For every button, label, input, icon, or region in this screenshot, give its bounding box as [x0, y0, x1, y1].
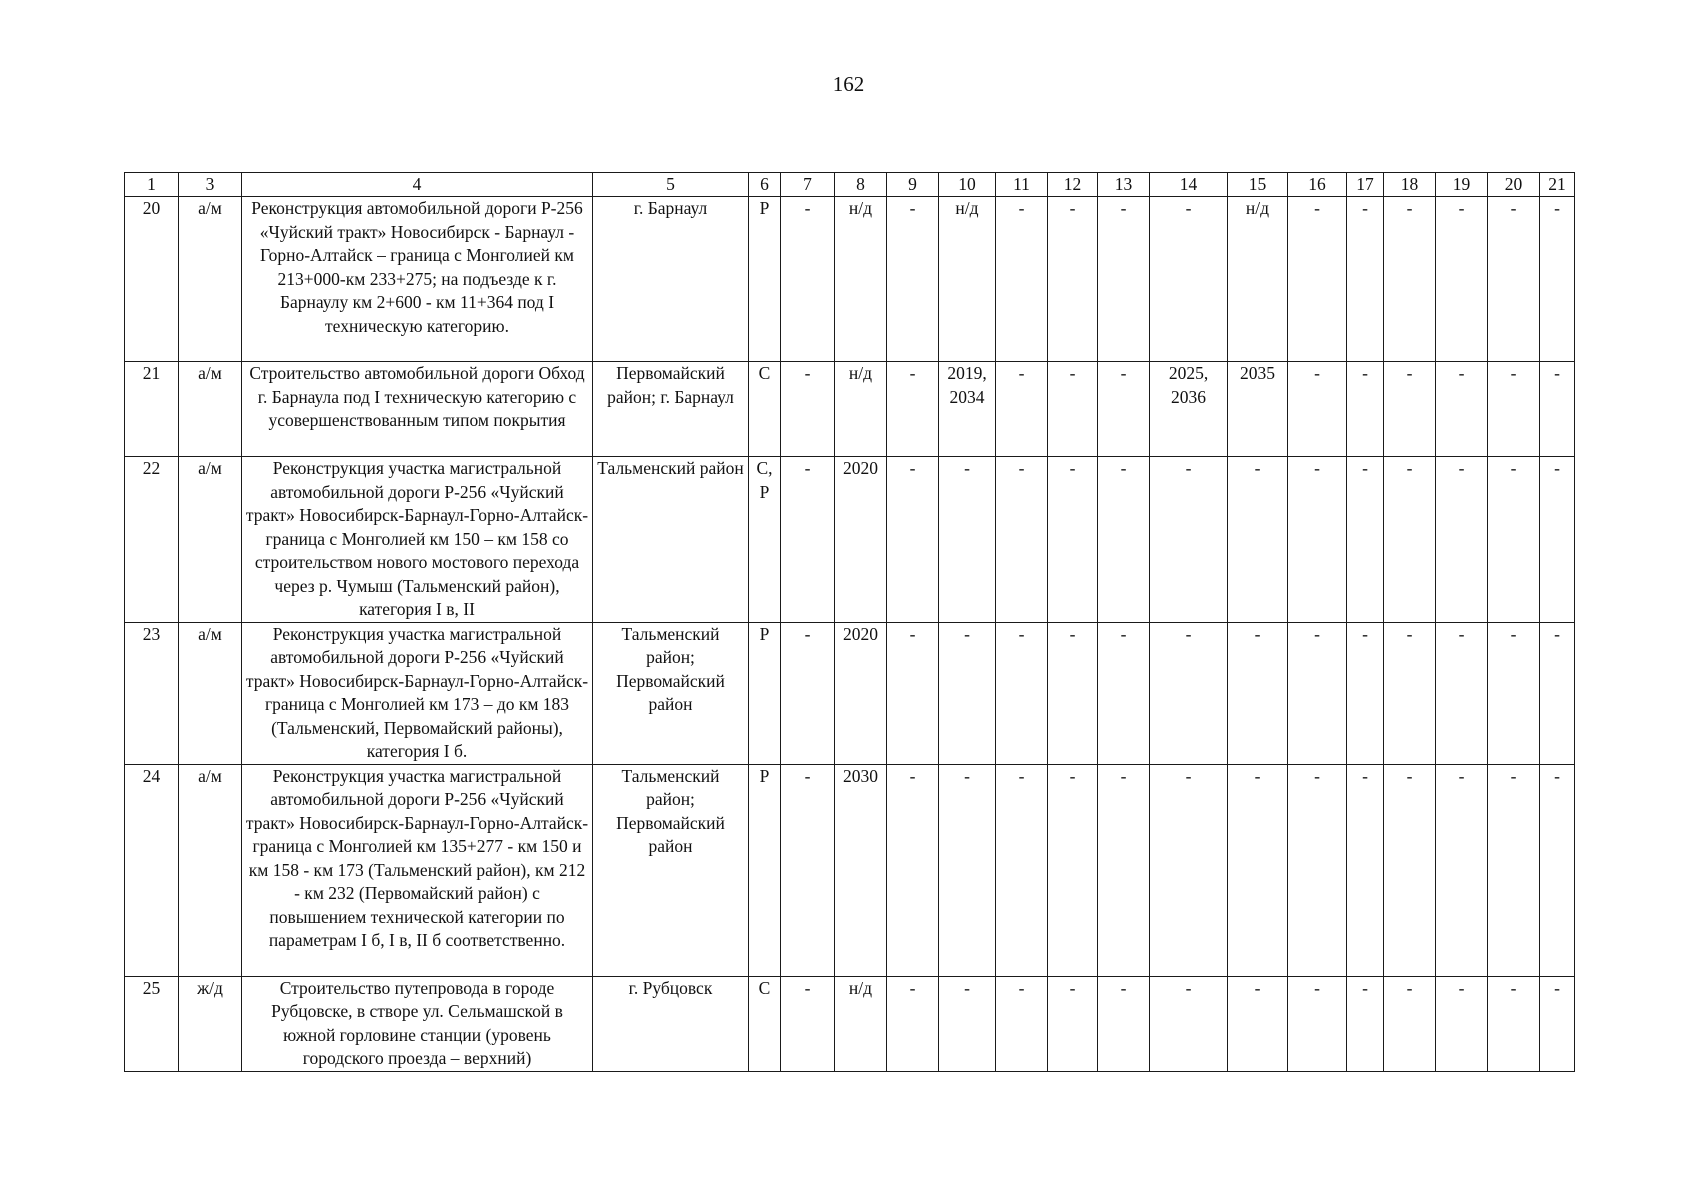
header-cell: 10	[939, 173, 996, 197]
table-cell: Первомайский район; г. Барнаул	[593, 362, 749, 457]
table-cell: Реконструкция участка магистральной автомобильной дороги Р-256 «Чуйский тракт» Новосибирск-Барнаул-Горно-Алтайск-граница с Монголией км 135+277 - км 150 и км 158 - км 173 (Тальменский район), км 212 - км 232 (Первомайский район) с повышением технической категории по параметрам I б, I в, II б соответственно.	[242, 764, 593, 976]
table-cell: -	[1488, 457, 1540, 623]
table-cell: -	[1488, 764, 1540, 976]
header-cell: 9	[887, 173, 939, 197]
header-cell: 12	[1048, 173, 1098, 197]
table-cell: -	[1384, 622, 1436, 764]
table-cell: Р	[749, 622, 781, 764]
table-cell: -	[1540, 622, 1575, 764]
table-cell: 2025, 2036	[1150, 362, 1228, 457]
page-number: 162	[832, 72, 865, 96]
table-cell: -	[1098, 197, 1150, 362]
table-cell: -	[1228, 764, 1288, 976]
table-cell: г. Барнаул	[593, 197, 749, 362]
table-cell: 24	[125, 764, 179, 976]
table-cell: -	[1048, 622, 1098, 764]
table-cell: -	[1098, 622, 1150, 764]
table-cell: С	[749, 976, 781, 1071]
header-cell: 8	[835, 173, 887, 197]
table-cell: -	[996, 362, 1048, 457]
table-cell: -	[1347, 362, 1384, 457]
table-cell: н/д	[835, 362, 887, 457]
table-cell: н/д	[1228, 197, 1288, 362]
table-cell: Реконструкция участка магистральной автомобильной дороги Р-256 «Чуйский тракт» Новосибирск-Барнаул-Горно-Алтайск-граница с Монголией км 173 – до км 183 (Тальменский, Первомайский районы), категория I б.	[242, 622, 593, 764]
table-cell: а/м	[179, 362, 242, 457]
table-cell: 2019, 2034	[939, 362, 996, 457]
table-cell: -	[1488, 976, 1540, 1071]
table-cell: -	[1384, 976, 1436, 1071]
table-cell: -	[1048, 362, 1098, 457]
header-cell: 6	[749, 173, 781, 197]
table-cell: С	[749, 362, 781, 457]
header-cell: 7	[781, 173, 835, 197]
table-cell: -	[887, 622, 939, 764]
table-row	[125, 622, 1575, 764]
header-cell: 13	[1098, 173, 1150, 197]
table-cell: -	[1347, 976, 1384, 1071]
header-cell: 16	[1288, 173, 1347, 197]
table-cell: Строительство автомобильной дороги Обход г. Барнаула под I техническую категорию с усовершенствованным типом покрытия	[242, 362, 593, 457]
table-cell: а/м	[179, 622, 242, 764]
table-cell: -	[1384, 764, 1436, 976]
table-cell: 2035	[1228, 362, 1288, 457]
table-cell: -	[1288, 976, 1347, 1071]
header-cell: 14	[1150, 173, 1228, 197]
table-row	[125, 362, 1575, 457]
table-cell: а/м	[179, 764, 242, 976]
table-cell: Р	[749, 197, 781, 362]
table-cell: -	[1150, 622, 1228, 764]
table-cell: 2030	[835, 764, 887, 976]
table-cell: -	[996, 622, 1048, 764]
table-cell: -	[1540, 457, 1575, 623]
data-table	[124, 172, 1575, 1072]
table-cell: С, Р	[749, 457, 781, 623]
header-cell: 3	[179, 173, 242, 197]
table-cell: -	[1436, 457, 1488, 623]
table-cell: 20	[125, 197, 179, 362]
table-cell: н/д	[835, 976, 887, 1071]
table-cell: Реконструкция участка магистральной автомобильной дороги Р-256 «Чуйский тракт» Новосибирск-Барнаул-Горно-Алтайск-граница с Монголией км 150 – км 158 со строительством нового мостового перехода через р. Чумыш (Тальменский район), категория I в, II	[242, 457, 593, 623]
table-cell: -	[1347, 457, 1384, 623]
header-cell: 4	[242, 173, 593, 197]
table-cell: -	[1288, 362, 1347, 457]
table-cell: -	[1384, 457, 1436, 623]
table-cell: -	[887, 764, 939, 976]
table-cell: -	[1384, 362, 1436, 457]
table-cell: Тальменский район; Первомайский район	[593, 764, 749, 976]
table-cell: -	[1436, 976, 1488, 1071]
table-cell: -	[1150, 197, 1228, 362]
table-cell: -	[887, 976, 939, 1071]
table-cell: -	[1098, 362, 1150, 457]
table-cell: -	[887, 197, 939, 362]
table-cell: -	[1048, 764, 1098, 976]
table-cell: -	[996, 764, 1048, 976]
table-cell: Р	[749, 764, 781, 976]
table-cell: -	[1048, 457, 1098, 623]
table-cell: -	[1098, 457, 1150, 623]
table-cell: -	[1150, 764, 1228, 976]
table-cell: -	[781, 362, 835, 457]
table-cell: -	[1228, 622, 1288, 764]
table-cell: -	[939, 622, 996, 764]
table-cell: -	[1347, 764, 1384, 976]
table-cell: -	[1048, 976, 1098, 1071]
table-cell: -	[1384, 197, 1436, 362]
table-cell: Тальменский район	[593, 457, 749, 623]
header-cell: 20	[1488, 173, 1540, 197]
header-cell: 17	[1347, 173, 1384, 197]
table-cell: -	[1540, 764, 1575, 976]
table-cell: -	[887, 362, 939, 457]
table-cell: 2020	[835, 622, 887, 764]
table-cell: -	[1288, 622, 1347, 764]
table-cell: Строительство путепровода в городе Рубцовске, в створе ул. Сельмашской в южной горловине станции (уровень городского проезда – верхний)	[242, 976, 593, 1071]
table-cell: -	[1048, 197, 1098, 362]
table-row	[125, 976, 1575, 1071]
header-cell: 5	[593, 173, 749, 197]
table-cell: -	[1436, 622, 1488, 764]
table-cell: -	[781, 197, 835, 362]
table-cell: -	[1436, 197, 1488, 362]
table-cell: -	[1488, 197, 1540, 362]
table-cell: -	[1228, 457, 1288, 623]
table-cell: 21	[125, 362, 179, 457]
table-cell: -	[996, 197, 1048, 362]
table-cell: -	[1098, 764, 1150, 976]
table-cell: 22	[125, 457, 179, 623]
table-cell: -	[1540, 362, 1575, 457]
table-cell: -	[1098, 976, 1150, 1071]
table-cell: -	[781, 622, 835, 764]
header-cell: 11	[996, 173, 1048, 197]
table-cell: -	[1347, 197, 1384, 362]
table-cell: Реконструкция автомобильной дороги Р-256 «Чуйский тракт» Новосибирск - Барнаул - Горно-Алтайск – граница с Монголией км 213+000-км 233+275; на подъезде к г. Барнаулу км 2+600 - км 11+364 под I техническую категорию.	[242, 197, 593, 362]
table-cell: н/д	[835, 197, 887, 362]
header-cell: 19	[1436, 173, 1488, 197]
table-cell: а/м	[179, 457, 242, 623]
table-cell: -	[939, 764, 996, 976]
table-cell: -	[1228, 976, 1288, 1071]
table-cell: 2020	[835, 457, 887, 623]
table-row	[125, 457, 1575, 623]
header-cell: 18	[1384, 173, 1436, 197]
header-cell: 21	[1540, 173, 1575, 197]
table-cell: -	[1436, 764, 1488, 976]
table-cell: -	[996, 976, 1048, 1071]
header-cell: 1	[125, 173, 179, 197]
table-cell: 23	[125, 622, 179, 764]
table-row	[125, 197, 1575, 362]
table-cell: -	[1488, 622, 1540, 764]
table-cell: -	[1288, 764, 1347, 976]
table-cell: а/м	[179, 197, 242, 362]
table-cell: -	[1150, 976, 1228, 1071]
table-row	[125, 764, 1575, 976]
table-cell: -	[1288, 197, 1347, 362]
table-cell: -	[781, 976, 835, 1071]
table-cell: -	[887, 457, 939, 623]
table-cell: -	[1288, 457, 1347, 623]
table-cell: -	[1540, 976, 1575, 1071]
table-cell: -	[1347, 622, 1384, 764]
table-cell: -	[939, 976, 996, 1071]
table-cell: Тальменский район; Первомайский район	[593, 622, 749, 764]
table-cell: н/д	[939, 197, 996, 362]
header-cell: 15	[1228, 173, 1288, 197]
table-cell: -	[1540, 197, 1575, 362]
table-cell: 25	[125, 976, 179, 1071]
table-cell: -	[996, 457, 1048, 623]
table-cell: -	[939, 457, 996, 623]
table-cell: -	[1488, 362, 1540, 457]
header-row	[125, 173, 1575, 197]
table-cell: -	[781, 764, 835, 976]
table-cell: ж/д	[179, 976, 242, 1071]
table-cell: -	[781, 457, 835, 623]
table-cell: -	[1150, 457, 1228, 623]
table-cell: -	[1436, 362, 1488, 457]
table-cell: г. Рубцовск	[593, 976, 749, 1071]
